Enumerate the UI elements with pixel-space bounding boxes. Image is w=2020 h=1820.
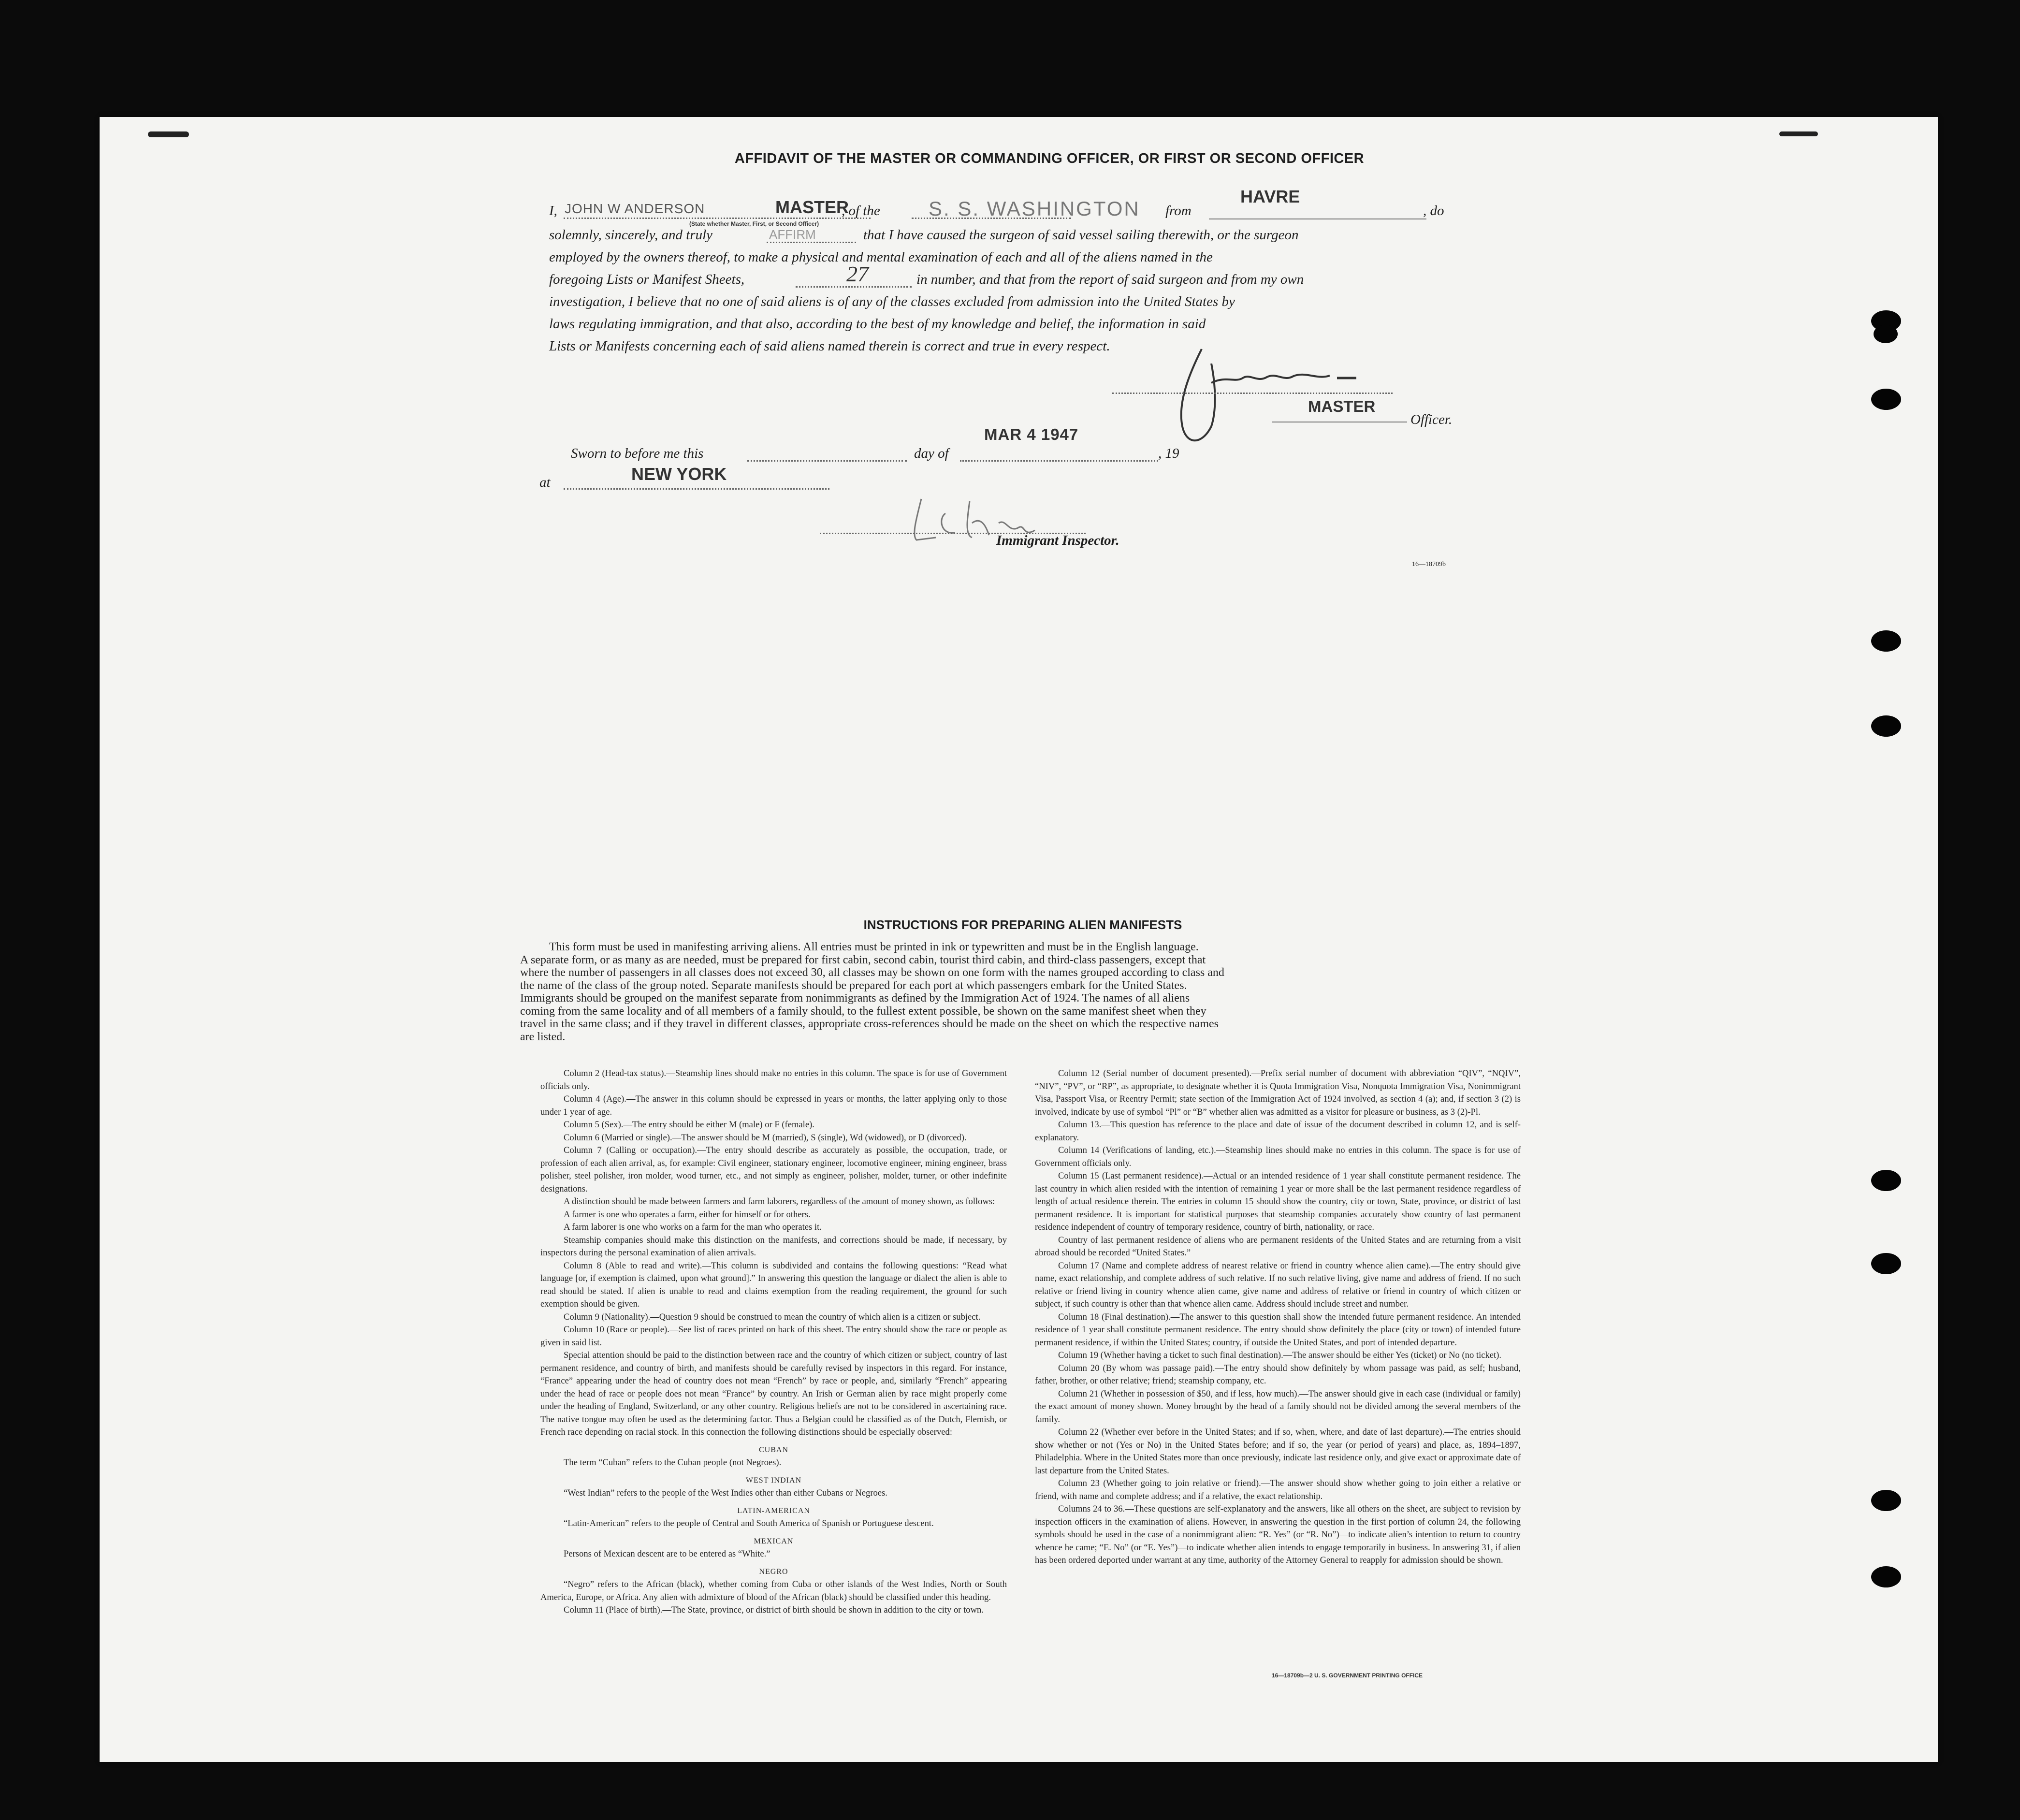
rank-note: (State whether Master, First, or Second Officer)	[689, 220, 819, 227]
instruction-paragraph: Column 21 (Whether in possession of $50, and if less, how much).—The answer should give in each case (individual or family) the exact amount of money shown. Money brought by the head of a family should not be divided among the several members of the family.	[1035, 1388, 1521, 1425]
affidavit-line2-end: that I have caused the surgeon of said vessel sailing therewith, or the surgeon	[863, 227, 1299, 243]
affidavit-i: I,	[549, 203, 557, 218]
punch-hole	[1871, 1253, 1901, 1274]
oath-word: AFFIRM	[769, 227, 816, 242]
master-name: JOHN W ANDERSON	[565, 201, 705, 216]
instruction-paragraph: Steamship companies should make this distinction on the manifests, and corrections should be made, if necessary, by inspectors during the personal examination of alien arrivals.	[540, 1235, 1007, 1258]
instruction-paragraph: Column 8 (Able to read and write).—This column is subdivided and contains the following questions: “Read what language [or, if exemption is claimed, upon what ground].” In answering this question the language or dialect the alien is able to read should be stated. If alien is unable to read and claims exemption from the reading requirement, the ground for such exemption should be given.	[540, 1260, 1007, 1309]
sworn-label: Sworn to before me this	[571, 446, 704, 461]
instruction-paragraph: Column 9 (Nationality).—Question 9 should be construed to mean the country of which alien is a citizen or subject.	[564, 1311, 981, 1322]
port-stamp: HAVRE	[1240, 187, 1300, 206]
section-heading: WEST INDIAN	[745, 1476, 802, 1485]
oath-blank	[767, 242, 856, 243]
instruction-paragraph: Country of last permanent residence of aliens who are permanent residents of the United States and are returning from a visit abroad should be recorded “United States.”	[1035, 1235, 1521, 1258]
instruction-paragraph: A distinction should be made between farmers and farm laborers, regardless of the amount of money shown, as follows:	[564, 1196, 995, 1207]
day-of-label: day of	[914, 446, 949, 461]
signature-blank	[1112, 393, 1393, 394]
affidavit-title: AFFIDAVIT OF THE MASTER OR COMMANDING OFFICER, OR FIRST OR SECOND OFFICER	[734, 151, 1365, 166]
punch-hole	[1871, 1170, 1901, 1191]
instruction-paragraph: The term “Cuban” refers to the Cuban people (not Negroes).	[564, 1457, 782, 1468]
section-heading: NEGRO	[759, 1567, 788, 1576]
punch-hole	[1871, 1566, 1901, 1587]
intro-line: This form must be used in manifesting arriving aliens. All entries must be printed in ink or typewritten and must be in the English language.	[549, 941, 1199, 953]
punch-hole	[1871, 389, 1901, 410]
intro-line: coming from the same locality and of all members of a family should, to the fullest extent possible, be shown on the same manifest sheet when they	[520, 1005, 1206, 1018]
affidavit-line4-end: in number, and that from the report of said surgeon and from my own	[916, 272, 1304, 287]
vessel-name: S. S. WASHINGTON	[929, 197, 1140, 220]
instructions-left-column	[540, 1067, 1007, 1617]
inspector-label: Immigrant Inspector.	[996, 533, 1119, 548]
date-stamp: MAR 4 1947	[984, 425, 1079, 443]
intro-line: are listed.	[520, 1030, 566, 1043]
instruction-paragraph: Column 22 (Whether ever before in the United States; and if so, when, where, and date of last departure).—The entries should show whether or not (Yes or No) in the United States before; and if so, the year (or period of years) and place, as, 1894–1897, Philadelphia. Where in the United States more than once previously, indicate last residence only, and give exact or approximate date of last departure from the United States.	[1035, 1427, 1521, 1476]
intro-line: the name of the class of the group noted. Separate manifests should be prepared for each port at which passengers embark for the United States.	[520, 979, 1187, 992]
intro-line: where the number of passengers in all classes does not exceed 30, all classes may be shown on one form with the names grouped according to class and	[520, 966, 1224, 979]
year-label: , 19	[1158, 446, 1179, 461]
instruction-paragraph: Column 19 (Whether having a ticket to such final destination).—The answer should be either Yes (ticket) or No (no ticket).	[1058, 1350, 1502, 1360]
officer-rank-stamp: MASTER	[1308, 397, 1376, 415]
sheet-count: 27	[846, 262, 869, 286]
instruction-paragraph: Column 14 (Verifications of landing, etc.).—Steamship lines should make no entries in this column. The space is for use of Government officials only.	[1035, 1145, 1521, 1168]
instruction-paragraph: “Negro” refers to the African (black), whether coming from Cuba or other islands of the West Indies, North or South America, Europe, or Africa. Any alien with admixture of blood of the African (black) should be classified under this heading.	[540, 1579, 1007, 1602]
intro-line: travel in the same class; and if they travel in different classes, appropriate cross-references should be made on the sheet on which the respective names	[520, 1018, 1219, 1030]
instruction-paragraph: “West Indian” refers to the people of the West Indies other than either Cubans or Negroes.	[564, 1488, 887, 1498]
instruction-paragraph: Column 13.—This question has reference to the place and date of issue of the document described in column 12, and is self-explanatory.	[1035, 1120, 1521, 1143]
instruction-paragraph: Column 18 (Final destination).—The answer to this question shall show the intended future permanent residence. An intended residence of 1 year shall constitute permanent residence. The entry should show definitely the place (city or town) of intended future permanent residence, if within the United States; country, if outside the United States, and port of intended departure.	[1035, 1311, 1521, 1348]
intro-line: Immigrants should be grouped on the manifest separate from nonimmigrants as defined by the Immigration Act of 1924. The names of all aliens	[520, 992, 1190, 1005]
affidavit-line7: Lists or Manifests concerning each of said aliens named therein is correct and true in every respect.	[549, 338, 1110, 354]
intro-line: A separate form, or as many as are needed, must be prepared for first cabin, second cabin, tourist third cabin, and third-class passengers, except that	[520, 953, 1206, 966]
instruction-paragraph: Column 17 (Name and complete address of nearest relative or friend in country whence alien came).—The entry should give name, exact relationship, and complete address of such relative. If no such relative living, give name and address of friend. If no such relative or friend living in country whence alien came, give name and address of relative or friend in country of which citizen or subject, if such country is other than that whence alien came. Address should include street and number.	[1035, 1260, 1521, 1309]
instruction-paragraph: Columns 24 to 36.—These questions are self-explanatory and the answers, like all others on the sheet, are subject to revision by inspection officers in the examination of aliens. However, in answering the question in the first portion of column 24, the following symbols should be used in the case of a nonimmigrant alien: “R. Yes” (or “R. No”)—to indicate alien’s intention to return to country whence he came; “E. No” (or “E. Yes”)—to indicate whether alien intends to engage temporarily in business. In answering 31, if alien has been ordered deported under warrant at any time, authority of the Attorney General to reapply for admission should be shown.	[1035, 1504, 1521, 1565]
form-number: 16—18709b	[1412, 561, 1446, 568]
instruction-paragraph: Column 2 (Head-tax status).—Steamship lines should make no entries in this column. The space is for use of Government officials only.	[540, 1068, 1007, 1092]
instruction-paragraph: Column 5 (Sex).—The entry should be either M (male) or F (female).	[564, 1120, 814, 1130]
section-heading: MEXICAN	[754, 1537, 794, 1545]
instruction-paragraph: Column 12 (Serial number of document presented).—Prefix serial number of document with abbreviation “QIV”, “NQIV”, “NIV”, “PV”, or “RP”, as appropriate, to designate whether it is Quota Immigration Visa, Nonquota Immigration Visa, Nonimmigrant Visa, Passport Visa, or Reentry Permit; state section of the Immigration Act of 1924 involved, as section 4 (a); and, if section 3 (2) is involved, indicate by use of symbol “Pl” or “B” whether alien was admitted as a visitor for pleasure or business, as 3 (2)-Pl.	[1035, 1068, 1521, 1117]
instruction-paragraph: Column 6 (Married or single).—The answer should be M (married), S (single), Wd (widowed), or D (divorced).	[564, 1132, 967, 1143]
punch-hole	[1871, 1490, 1901, 1511]
affidavit-line5: investigation, I believe that no one of said aliens is of any of the classes excluded from admission into the United States by	[549, 294, 1235, 309]
instruction-paragraph: Column 4 (Age).—The answer in this column should be expressed in years or months, the latter applying only to those under 1 year of age.	[540, 1094, 1007, 1117]
at-label: at	[539, 475, 551, 490]
punch-hole	[1871, 715, 1901, 737]
instruction-paragraph: A farm laborer is one who works on a farm for the man who operates it.	[564, 1222, 822, 1232]
instruction-paragraph: Column 11 (Place of birth).—The State, province, or district of birth should be shown in addition to the city or town.	[564, 1605, 984, 1615]
officer-label: Officer.	[1410, 412, 1453, 427]
instruction-paragraph: Column 20 (By whom was passage paid).—The entry should show definitely by whom passage was paid, as self; husband, father, brother, or other relative; friend; steamship company, etc.	[1035, 1363, 1521, 1386]
affidavit-line4-start: foregoing Lists or Manifest Sheets,	[549, 272, 745, 287]
punch-hole	[1871, 630, 1901, 652]
instruction-paragraph: Special attention should be paid to the distinction between race and the country of which citizen or subject, country of last permanent residence, and country of birth, and manifests should be carefully revised by inspectors in this regard. For instance, “France” appearing under the head of country does not mean “French” by race or people, and, similarly “French” appearing under the head of race or people does not mean “France” by country. An Irish or German alien by race might properly come under the heading of England, Switzerland, or any other country. Religious beliefs are not to be considered in ascertaining race. The native tongue may often be used as the determining factor. Thus a Belgian could be classified as of the Dutch, Flemish, or French race depending on racial stock. In this connection the following distinctions should be especially observed:	[540, 1350, 1007, 1437]
manifest-sheet	[100, 117, 1938, 1762]
do-label: , do	[1423, 203, 1444, 218]
instruction-paragraph: Column 23 (Whether going to join relative or friend).—The answer should show whether going to join either a relative or friend, with name and complete address; and if a relative, the exact relationship.	[1035, 1478, 1521, 1501]
instruction-paragraph: Column 7 (Calling or occupation).—The entry should describe as accurately as possible, the occupation, trade, or profession of each alien arrival, as, for example: Civil engineer, stationary engineer, locomotive engineer, mining engineer, brass polisher, steel polisher, iron molder, wood turner, etc., and not simply as engineer, polisher, molder, turner, or other indefinite designations.	[540, 1145, 1007, 1194]
instructions-intro	[520, 941, 1567, 1043]
instructions-title: INSTRUCTIONS FOR PREPARING ALIEN MANIFESTS	[863, 917, 1182, 932]
printing-office-footer: 16—18709b—2 U. S. GOVERNMENT PRINTING OFFICE	[1272, 1672, 1423, 1679]
instruction-paragraph: Persons of Mexican descent are to be entered as “White.”	[564, 1549, 770, 1559]
section-heading: LATIN-AMERICAN	[737, 1506, 810, 1515]
affidavit-line2-start: solemnly, sincerely, and truly	[549, 227, 713, 243]
rank-stamp: MASTER	[775, 197, 849, 217]
place-stamp: NEW YORK	[631, 464, 727, 484]
sworn-day-blank	[747, 460, 907, 462]
of-the-label: , of the	[842, 203, 880, 218]
punch-hole	[1874, 325, 1898, 343]
instruction-paragraph: A farmer is one who operates a farm, either for himself or for others.	[564, 1209, 811, 1220]
section-heading: CUBAN	[758, 1445, 788, 1454]
instruction-paragraph: “Latin-American” refers to the people of Central and South America of Spanish or Portuguese descent.	[564, 1518, 934, 1529]
from-label: from	[1165, 203, 1192, 218]
affidavit-line3: employed by the owners thereof, to make a physical and mental examination of each and all of the aliens named in the	[549, 249, 1213, 265]
instructions-right-column	[1035, 1067, 1521, 1567]
sworn-month-blank	[960, 460, 1158, 462]
instruction-paragraph: Column 10 (Race or people).—See list of races printed on back of this sheet. The entry should show the race or people as given in said list.	[540, 1325, 1007, 1348]
vessel-blank	[912, 218, 1071, 219]
corner-mark-right	[1779, 131, 1818, 136]
name-blank	[564, 218, 871, 219]
affidavit-line6: laws regulating immigration, and that also, according to the best of my knowledge and belief, the information in said	[549, 316, 1206, 332]
place-blank	[564, 488, 829, 490]
corner-mark-left	[148, 131, 189, 137]
count-blank	[796, 286, 912, 288]
port-blank	[1209, 218, 1426, 219]
instruction-paragraph: Column 15 (Last permanent residence).—Actual or an intended residence of 1 year shall constitute permanent residence. The last country in which alien resided with the intention of remaining 1 year or more shall be the last permanent residence regardless of length of actual residence therein. The entries in column 15 should show the country, city or town, State, province, or district of last permanent residence. It is important for statistical purposes that steamship companies accurately show country of last permanent residence independent of country of temporary residence, country of birth, nationality, or race.	[1035, 1171, 1521, 1232]
